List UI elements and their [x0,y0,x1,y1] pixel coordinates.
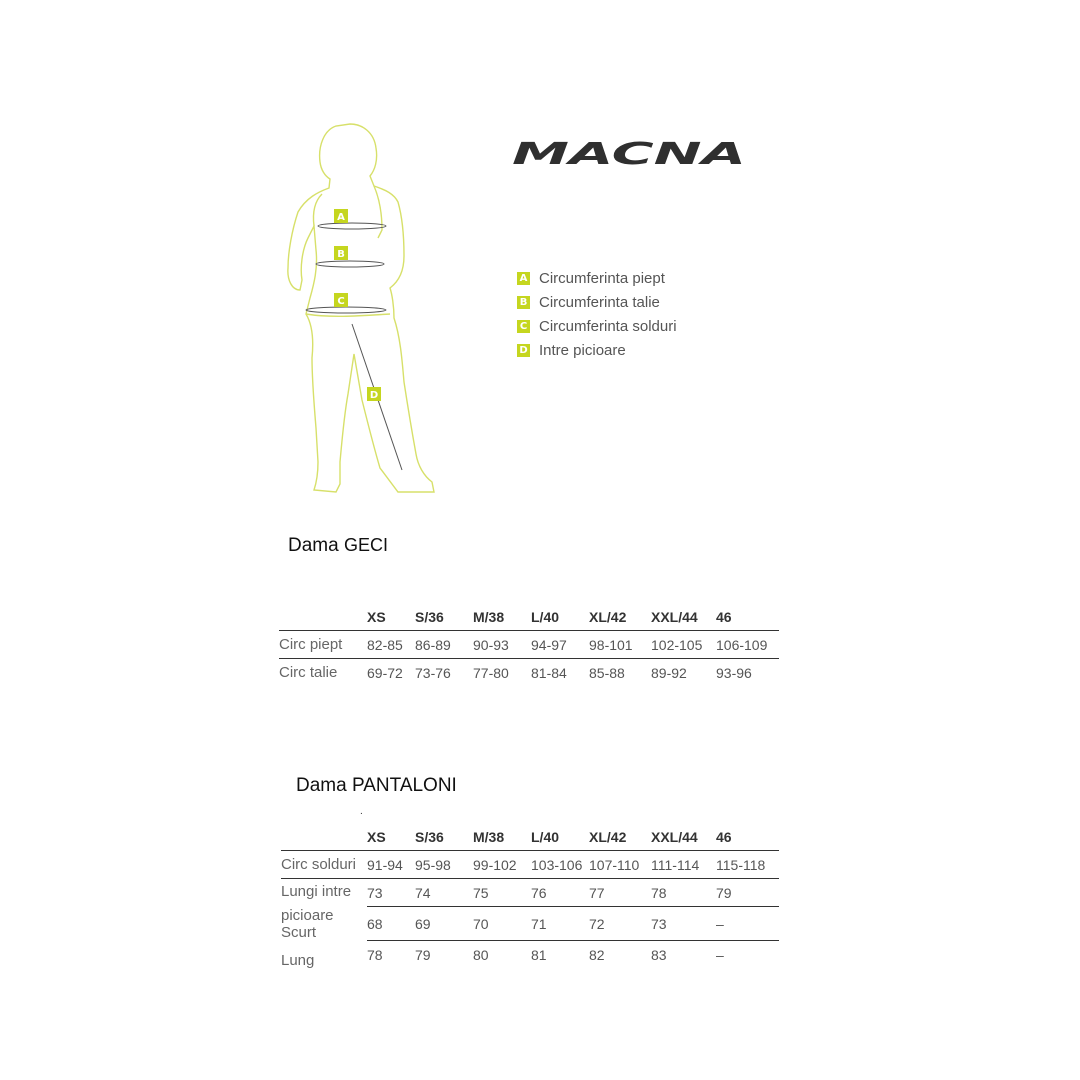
table-cell: 86-89 [415,631,473,659]
size-header: S/36 [415,609,444,625]
legend-item-b [517,292,660,312]
table-cell: 111-114 [651,851,716,879]
table-header-row [279,604,779,631]
table-cell: 72 [589,907,651,941]
table-cell: 68 [367,907,415,941]
table-cell: 77 [589,879,651,907]
table-cell: 69 [415,907,473,941]
size-header: L/40 [531,609,560,625]
size-header: XL/42 [589,609,627,625]
table-cell: 115-118 [716,851,779,879]
table-row [279,631,779,659]
row-label-line: picioare [281,906,334,924]
table-row [279,659,779,687]
legend-tag-a: A [517,272,530,285]
table-cell: 78 [651,879,716,907]
table-cell: – [716,907,779,941]
table-cell: – [716,941,779,969]
pants-size-table [281,824,779,969]
table-cell: 103-106 [531,851,589,879]
table-cell: 99-102 [473,851,531,879]
table-row [281,907,779,941]
table-cell: 77-80 [473,659,531,687]
marker-a: A [337,212,345,223]
row-label: Lungi intre [281,879,367,907]
row-label: Circ talie [279,659,367,687]
table-cell: 71 [531,907,589,941]
table-cell: 79 [415,941,473,969]
table-cell: 73 [367,879,415,907]
table-row [281,851,779,879]
row-label: Circ piept [279,631,367,659]
table-cell: 74 [415,879,473,907]
row-label-line: Scurt [281,923,317,941]
table-header-row [281,824,779,851]
legend-item-c [517,316,677,336]
size-header: M/38 [473,609,505,625]
legend-label-b: Circumferinta talie [539,293,660,311]
legend-item-d [517,340,626,360]
body-measurement-figure [270,118,460,508]
marker-d: D [369,390,379,401]
size-header: M/38 [473,829,505,845]
table-cell: 78 [367,941,415,969]
table-cell: 82 [589,941,651,969]
size-header: XXL/44 [651,829,698,845]
stray-dot: . [360,806,363,817]
table-cell: 80 [473,941,531,969]
legend-item-a [517,268,665,288]
table-cell: 107-110 [589,851,651,879]
table-cell: 73-76 [415,659,473,687]
table-cell: 106-109 [716,631,779,659]
table-cell: 95-98 [415,851,473,879]
size-header: S/36 [415,829,444,845]
row-label [281,907,367,941]
table-row [281,941,779,969]
size-header: 46 [716,829,732,845]
marker-b: B [337,249,345,260]
table-cell: 102-105 [651,631,716,659]
size-header: 46 [716,609,732,625]
jackets-size-table [279,604,779,687]
table-cell: 90-93 [473,631,531,659]
table-cell: 73 [651,907,716,941]
size-header: XXL/44 [651,609,698,625]
legend-tag-d: D [517,344,530,357]
table-cell: 93-96 [716,659,779,687]
table-cell: 91-94 [367,851,415,879]
table-row [281,879,779,907]
row-label: Lung [281,951,315,969]
table-cell: 94-97 [531,631,589,659]
legend-tag-b: B [517,296,530,309]
size-header: XS [367,609,386,625]
size-header: XL/42 [589,829,627,845]
macna-logo [512,138,752,170]
size-header: L/40 [531,829,560,845]
marker-c: C [337,296,345,307]
size-header: XS [367,829,386,845]
pants-title: Dama PANTALONI [296,775,457,796]
table-cell: 85-88 [589,659,651,687]
logo-text: MACNA [512,138,746,170]
legend-label-d: Intre picioare [539,341,626,359]
table-cell: 79 [716,879,779,907]
table-cell: 98-101 [589,631,651,659]
jackets-title [288,535,388,557]
jackets-title-prefix: Dama [288,535,339,556]
table-cell: 82-85 [367,631,415,659]
table-cell: 83 [651,941,716,969]
row-label: Circ solduri [281,851,367,879]
table-cell: 89-92 [651,659,716,687]
table-cell: 69-72 [367,659,415,687]
table-cell: 75 [473,879,531,907]
table-cell: 70 [473,907,531,941]
legend-tag-c: C [517,320,530,333]
legend-label-c: Circumferinta solduri [539,317,677,335]
table-cell: 81 [531,941,589,969]
jackets-title-category: GECI [343,535,388,555]
legend-label-a: Circumferinta piept [539,269,665,287]
table-cell: 76 [531,879,589,907]
table-cell: 81-84 [531,659,589,687]
